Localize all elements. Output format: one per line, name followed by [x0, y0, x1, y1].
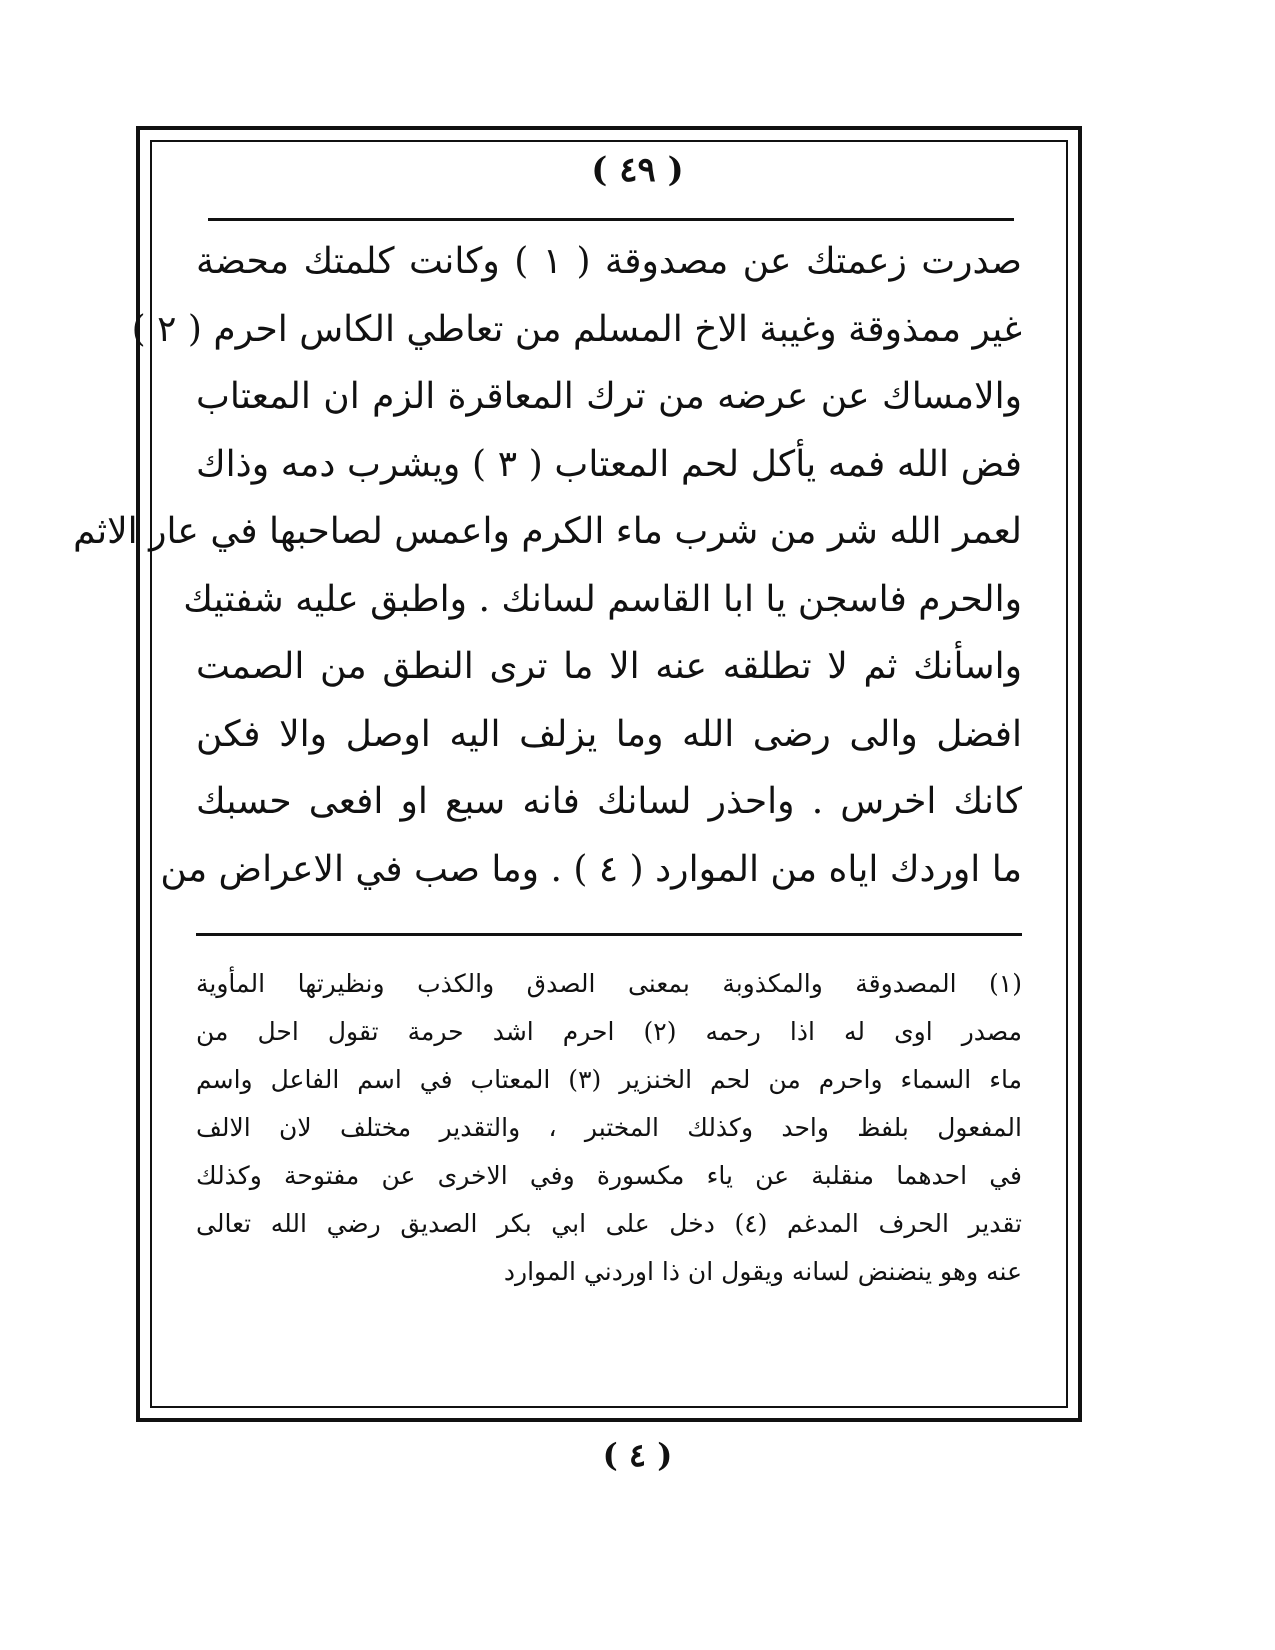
- main-text-line: كانك اخرس . واحذر لسانك فانه سبع او افعى حسبك: [196, 781, 1022, 822]
- footnote-line: مصدر اوى له اذا رحمه (٢) احرم اشد حرمة تقول احل من: [196, 1017, 1022, 1046]
- main-text-block: [73, 228, 1023, 903]
- main-text-line: فض الله فمه يأكل لحم المعتاب ( ٣ ) ويشرب دمه وذاك: [196, 443, 1023, 485]
- footnote-line: عنه وهو ينضنض لسانه ويقول ان ذا اوردني الموارد: [503, 1257, 1022, 1286]
- main-text-line: والحرم فاسجن يا ابا القاسم لسانك . واطبق عليه شفتيك: [183, 578, 1022, 620]
- main-text-line: افضل والى رضى الله وما يزلف اليه اوصل والا فكن: [196, 713, 1022, 755]
- footnote-line: في احدهما منقلبة عن ياء مكسورة وفي الاخرى عن مفتوحة وكذلك: [196, 1161, 1022, 1190]
- signature-mark: ( ٤ ): [602, 1436, 673, 1474]
- main-text-line: لعمر الله شر من شرب ماء الكرم واعمس لصاحبها في عار الاثم: [73, 511, 1022, 552]
- main-text-line: والامساك عن عرضه من ترك المعاقرة الزم ان المعتاب: [196, 376, 1022, 417]
- main-text-line: صدرت زعمتك عن مصدوقة ( ١ ) وكانت كلمتك محضة: [196, 241, 1022, 282]
- footnote-line: المفعول بلفظ واحد وكذلك المختبر ، والتقدير مختلف لان الالف: [196, 1113, 1022, 1142]
- footnote-separator-rule: [196, 933, 1022, 936]
- main-text-line: واسأنك ثم لا تطلقه عنه الا ما ترى النطق من الصمت: [196, 646, 1022, 687]
- footnotes-block: [196, 960, 1022, 1296]
- footnote-line: (١) المصدوقة والمكذوبة بمعنى الصدق والكذب ونظيرتها المأوية: [196, 969, 1022, 998]
- main-text-line: ما اوردك اياه من الموارد ( ٤ ) . وما صب في الاعراض من: [160, 848, 1022, 890]
- main-text-line: غير ممذوقة وغيبة الاخ المسلم من تعاطي الكاس احرم ( ٢ ): [131, 308, 1022, 350]
- header-rule: [208, 218, 1014, 221]
- footnote-line: ماء السماء واحرم من لحم الخنزير (٣) المعتاب في اسم الفاعل واسم: [196, 1065, 1022, 1094]
- page-number: ( ٤٩ ): [591, 150, 684, 190]
- footnote-line: تقدير الحرف المدغم (٤) دخل على ابي بكر الصديق رضي الله تعالى: [196, 1209, 1022, 1238]
